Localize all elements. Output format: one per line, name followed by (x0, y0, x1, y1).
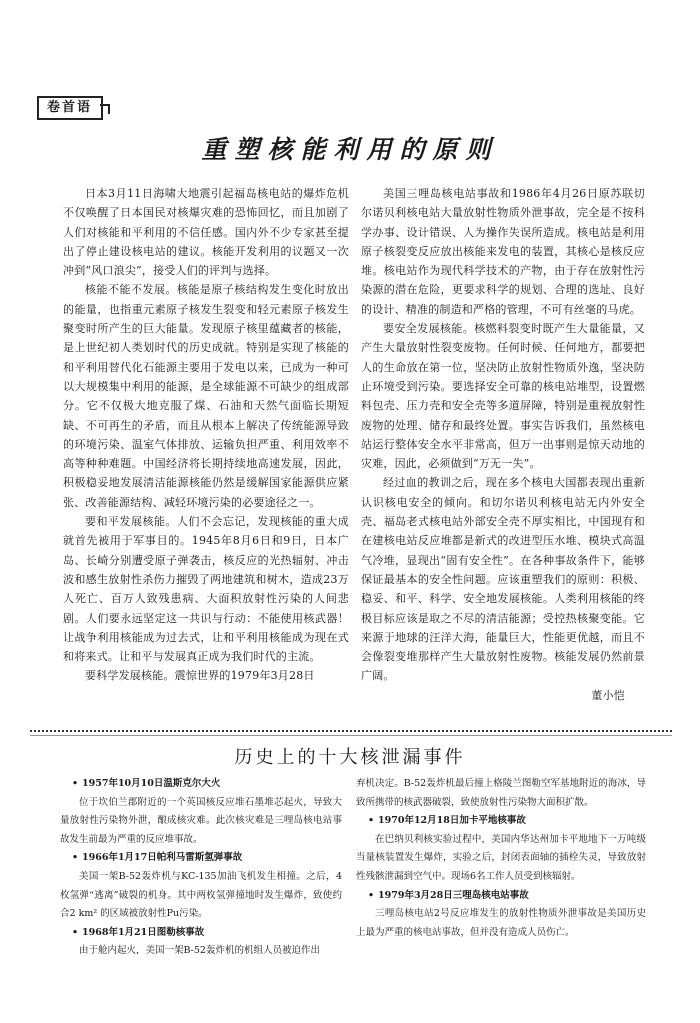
left-column (63, 184, 349, 686)
paragraph: 日本3月11日海啸大地震引起福岛核电站的爆炸危机不仅唤醒了日本国民对核爆灾难的恐怖回忆，而且加剧了人们对核能和平利用的不信任感。国内外不少专家甚至提出了停止建设核电站的建议。核能开发利用的议题又一次冲到“风口浪尖”，接受人们的评判与选择。 (63, 187, 349, 278)
event-heading-text: 1970年12月18日加卡平地核事故 (378, 815, 526, 827)
event-heading-text: 1968年1月21日图勒核事故 (82, 926, 205, 938)
paragraph: 要和平发展核能。人们不会忘记，发现核能的重大成就首先被用于军事目的。1945年8月6日和9日，日本广岛、长崎分别遭受原子弹袭击，核反应的光热辐射、冲击波和感生放射性杀伤力摧毁了两地建筑和树木，造成23万人死亡、百万人致残患病、大面积放射性污染的人间悲剧。人们要永远坚定这一共识与行动：不能使用核武器！让战争利用核能成为过去式，让和平利用核能成为现在式和将来式。让和平与发展真正成为我们时代的主流。 (63, 515, 349, 664)
bullet-icon: • (72, 778, 79, 789)
event-heading (60, 849, 342, 868)
page-title: 重塑核能利用的原则 (201, 135, 499, 164)
paragraph: 要科学发展核能。震惊世界的1979年3月28日 (85, 669, 315, 683)
event-body-continued: 弃机决定。B-52轰炸机最后撞上格陵兰图勒空军基地附近的海冰，导致所携带的核武器破裂，致使放射性污染物大面积扩散。 (356, 778, 646, 808)
event-heading-text: 1957年10月10日温斯克尔大火 (82, 778, 221, 789)
event-body: 三哩岛核电站2号反应堆发生的放射性物质外泄事故是美国历史上最为严重的核电站事故，但并没有造成人员伤亡。 (356, 908, 646, 938)
paragraph: 要安全发展核能。核燃料裂变时既产生大量能量，又产生大量放射性裂变废物。任何时候、任何地方，都要把人的生命放在第一位，坚决防止放射性物质外逸，坚决防止环境受到污染。要选择安全可靠的核电站堆型，设置燃料包壳、压力壳和安全壳等多道屏障，特别是重视放射性废物的处理、储存和最终处置。事实告诉我们，虽然核电站运行整体安全水平非常高，但万一出事则是惊天动地的灾难，因此，必须做到“万无一失”。 (361, 322, 645, 471)
bullet-icon: • (368, 889, 375, 901)
right-column (361, 184, 645, 705)
section-divider (30, 730, 672, 732)
event-heading (60, 775, 342, 794)
event-heading (356, 812, 646, 831)
event-body: 美国一架B-52轰炸机与KC-135加油飞机发生相撞。之后，4枚氢弹“逃离”破裂的机身。其中两枚氢弹撞地时发生爆炸，致使约合2 km² 的区域被放射性Pu污染。 (60, 870, 342, 920)
events-title: 历史上的十大核泄漏事件 (234, 747, 466, 768)
bullet-icon: • (72, 926, 79, 938)
paragraph: 核能不能不发展。核能是原子核结构发生变化时放出的能量，也指重元素原子核发生裂变和轻元素原子核发生聚变时所产生的巨大能量。发现原子核里蕴藏者的核能，是上世纪初人类划时代的历史成就。特别是实现了核能的和平利用替代化石能源主要用于发电以来，已成为一种可以大规模集中利用的能源，是全球能源不可缺少的组成部分。它不仅极大地克服了煤、石油和天然气面临长期短缺、不可再生的矛盾，而且从根本上解决了传统能源导致的环境污染、温室气体排放、运输负担严重、利用效率不高等种种难题。中国经济将长期持续地高速发展，因此，积极稳妥地发展清洁能源核能仍然是缓解国家能源供应紧张、改善能源结构、减轻环境污染的必要途径之一。 (63, 283, 349, 509)
section-divider-line (30, 735, 672, 736)
event-body: 由于舱内起火，美国一架B-52轰炸机的机组人员被迫作出 (79, 945, 320, 957)
events-right-column (356, 775, 646, 942)
event-heading-text: 1979年3月28日三哩岛核电站事故 (378, 889, 529, 901)
event-body: 位于坎伯兰郡附近的一个英国核反应堆石墨堆芯起火，导致大量放射性污染物外泄，酿成核灾难。此次核灾难是三哩岛核电站事故发生前最为严重的反应堆事故。 (60, 796, 342, 845)
events-left-column (60, 775, 342, 961)
event-heading (356, 887, 646, 906)
author-name: 董小恺 (591, 688, 625, 702)
event-heading-text: 1966年1月17日帕利马雷斯氢弹事故 (82, 852, 243, 864)
paragraph: 美国三哩岛核电站事故和1986年4月26日原苏联切尔诺贝利核电站大量放射性物质外泄事故，完全是不按科学办事、设计错误、人为操作失误所造成。核电站是利用原子核裂变反应放出核能来发电的装置，其核心是核反应堆。核电站作为现代科学技术的产物，由于存在放射性污染源的潜在危险，更要求科学的规划、合理的选址、良好的设计、精准的制造和严格的管理，不可有丝毫的马虎。 (361, 187, 645, 316)
paragraph: 经过血的教训之后，现在多个核电大国都表现出重新认识核电安全的倾向。和切尔诺贝利核电站无内外安全壳、福岛老式核电站外部安全壳不厚实相比，中国现有和在建核电站反应堆都是新式的改进型压水堆、模块式高温气冷堆，显现出“固有安全性”。在各种事故条件下，能够保证最基本的安全性问题。应该重塑我们的原则：积极、稳妥、和平、科学、安全地发展核能。人类利用核能的终极目标应该是取之不尽的清洁能源；受控热核聚变能。它来源于地球的汪洋大海，能量巨大，性能更优越，而且不会像裂变堆那样产生大量放射性废物。核能发展仍然前景广阔。 (361, 476, 645, 683)
event-body: 在巴纳贝利核实验过程中，美国内华达州加卡平地地下一万吨级当量核装置发生爆炸，实验之后，封闭表面轴的插栓失灵，导致放射性残骸泄漏到空气中。现场6名工作人员受到核辐射。 (356, 833, 646, 882)
bullet-icon: • (72, 852, 79, 864)
bullet-icon: • (368, 815, 375, 827)
column-tag: 卷首语 (37, 96, 103, 120)
event-heading (60, 924, 342, 943)
